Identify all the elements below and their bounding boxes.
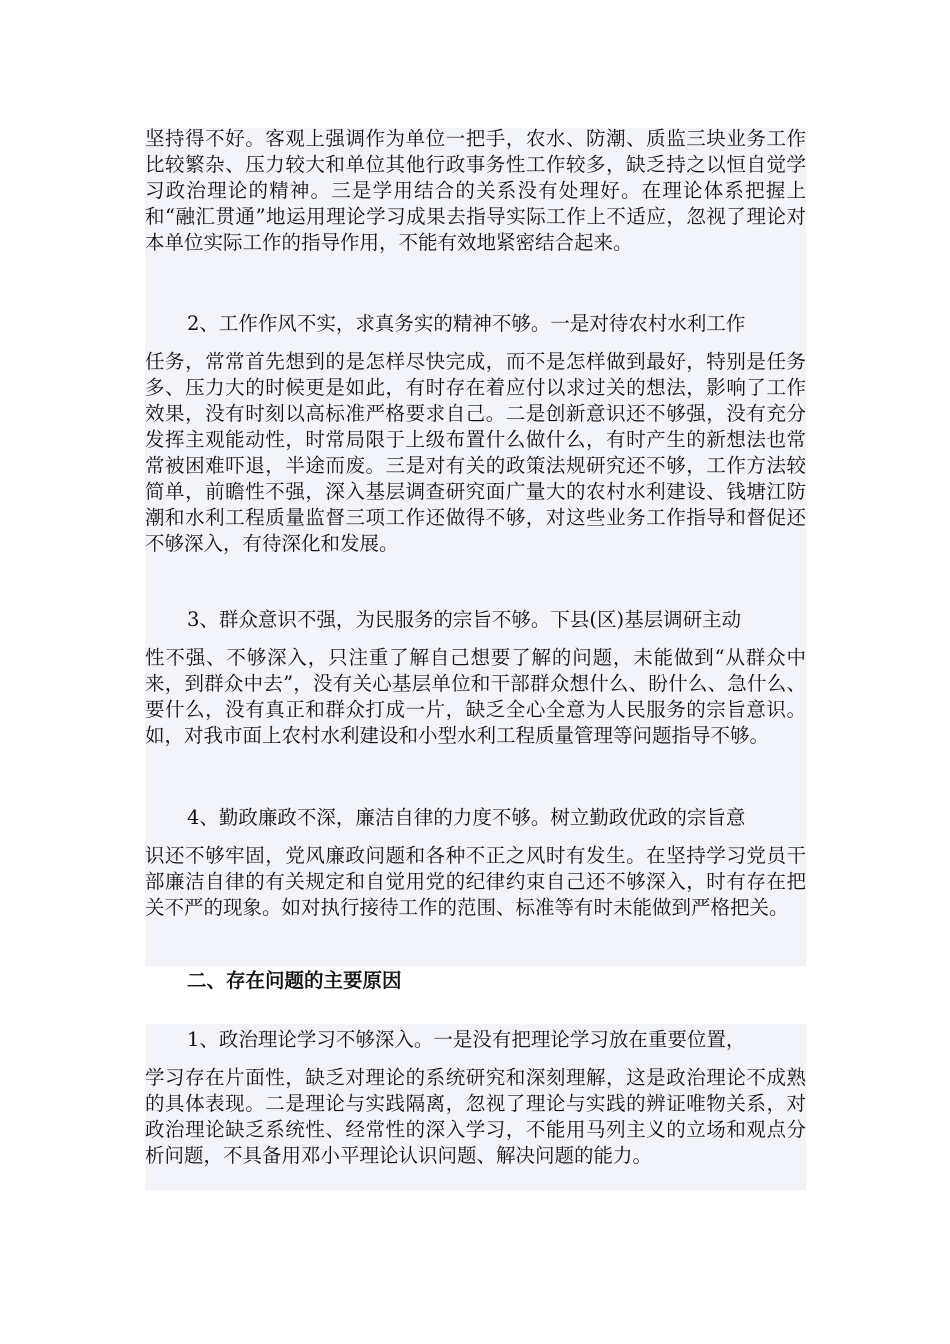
- paragraph-lead: 3、群众意识不强，为民服务的宗旨不够。下县(区)基层调研主动: [187, 608, 742, 631]
- section-heading: 二、存在问题的主要原因: [187, 969, 402, 992]
- paragraph-lead: 4、勤政廉政不深，廉洁自律的力度不够。树立勤政优政的宗旨意: [187, 806, 746, 829]
- paragraph-body: 任务，常常首先想到的是怎样尽快完成，而不是怎样做到最好，特别是任务多、压力大的时候更是如此，有时存在着应付以求过关的想法，影响了工作效果，没有时刻以高标准严格要求自己。二是创新意识还不够强，没有充分发挥主观能动性，时常局限于上级布置什么做什么，有时产生的新想法也常常被困难吓退，半途而废。三是对有关的政策法规研究还不够，工作方法较简单，前瞻性不强，深入基层调查研究面广量大的农村水利建设、钱塘江防潮和水利工程质量监督三项工作还做得不够，对这些业务工作指导和督促还不够深入，有待深化和发展。: [145, 350, 806, 555]
- paragraph-body: 学习存在片面性，缺乏对理论的系统研究和深刻理解，这是政治理论不成熟的具体表现。二是理论与实践隔离，忽视了理论与实践的辨证唯物关系，对政治理论缺乏系统性、经常性的深入学习，不能用马列主义的立场和观点分析问题，不具备用邓小平理论认识问题、解决问题的能力。: [145, 1066, 806, 1167]
- paragraph-text: 坚持得不好。客观上强调作为单位一把手，农水、防潮、质监三块业务工作比较繁杂、压力较大和单位其他行政事务性工作较多，缺乏持之以恒自觉学习政治理论的精神。三是学用结合的关系没有处理好。在理论体系把握上和“融汇贯通”地运用理论学习成果去指导实际工作上不适应，忽视了理论对本单位实际工作的指导作用，不能有效地紧密结合起来。: [145, 127, 806, 254]
- paragraph-lead: 1、政治理论学习不够深入。一是没有把理论学习放在重要位置，: [187, 1028, 746, 1051]
- paragraph-lead: 2、工作作风不实，求真务实的精神不够。一是对待农村水利工作: [187, 312, 746, 335]
- paragraph-mass-awareness: [145, 607, 806, 749]
- paragraph-integrity: [145, 805, 806, 921]
- paragraph-body: 识还不够牢固，党风廉政问题和各种不正之风时有发生。在坚持学习党员干部廉洁自律的有关规定和自觉用党的纪律约束自己还不够深入，时有存在把关不严的现象。如对执行接待工作的范围、标准等有时未能做到严格把关。: [145, 844, 806, 919]
- paragraph-theory-study: [145, 1027, 806, 1169]
- paragraph-body: 性不强、不够深入，只注重了解自己想要了解的问题，未能做到“从群众中来，到群众中去”，没有关心基层单位和干部群众想什么、盼什么、急什么、要什么，没有真正和群众打成一片，缺乏全心全意为人民服务的宗旨意识。如，对我市面上农村水利建设和小型水利工程质量管理等问题指导不够。: [145, 646, 806, 747]
- paragraph-continuation: [145, 126, 806, 256]
- paragraph-work-style: [145, 311, 806, 557]
